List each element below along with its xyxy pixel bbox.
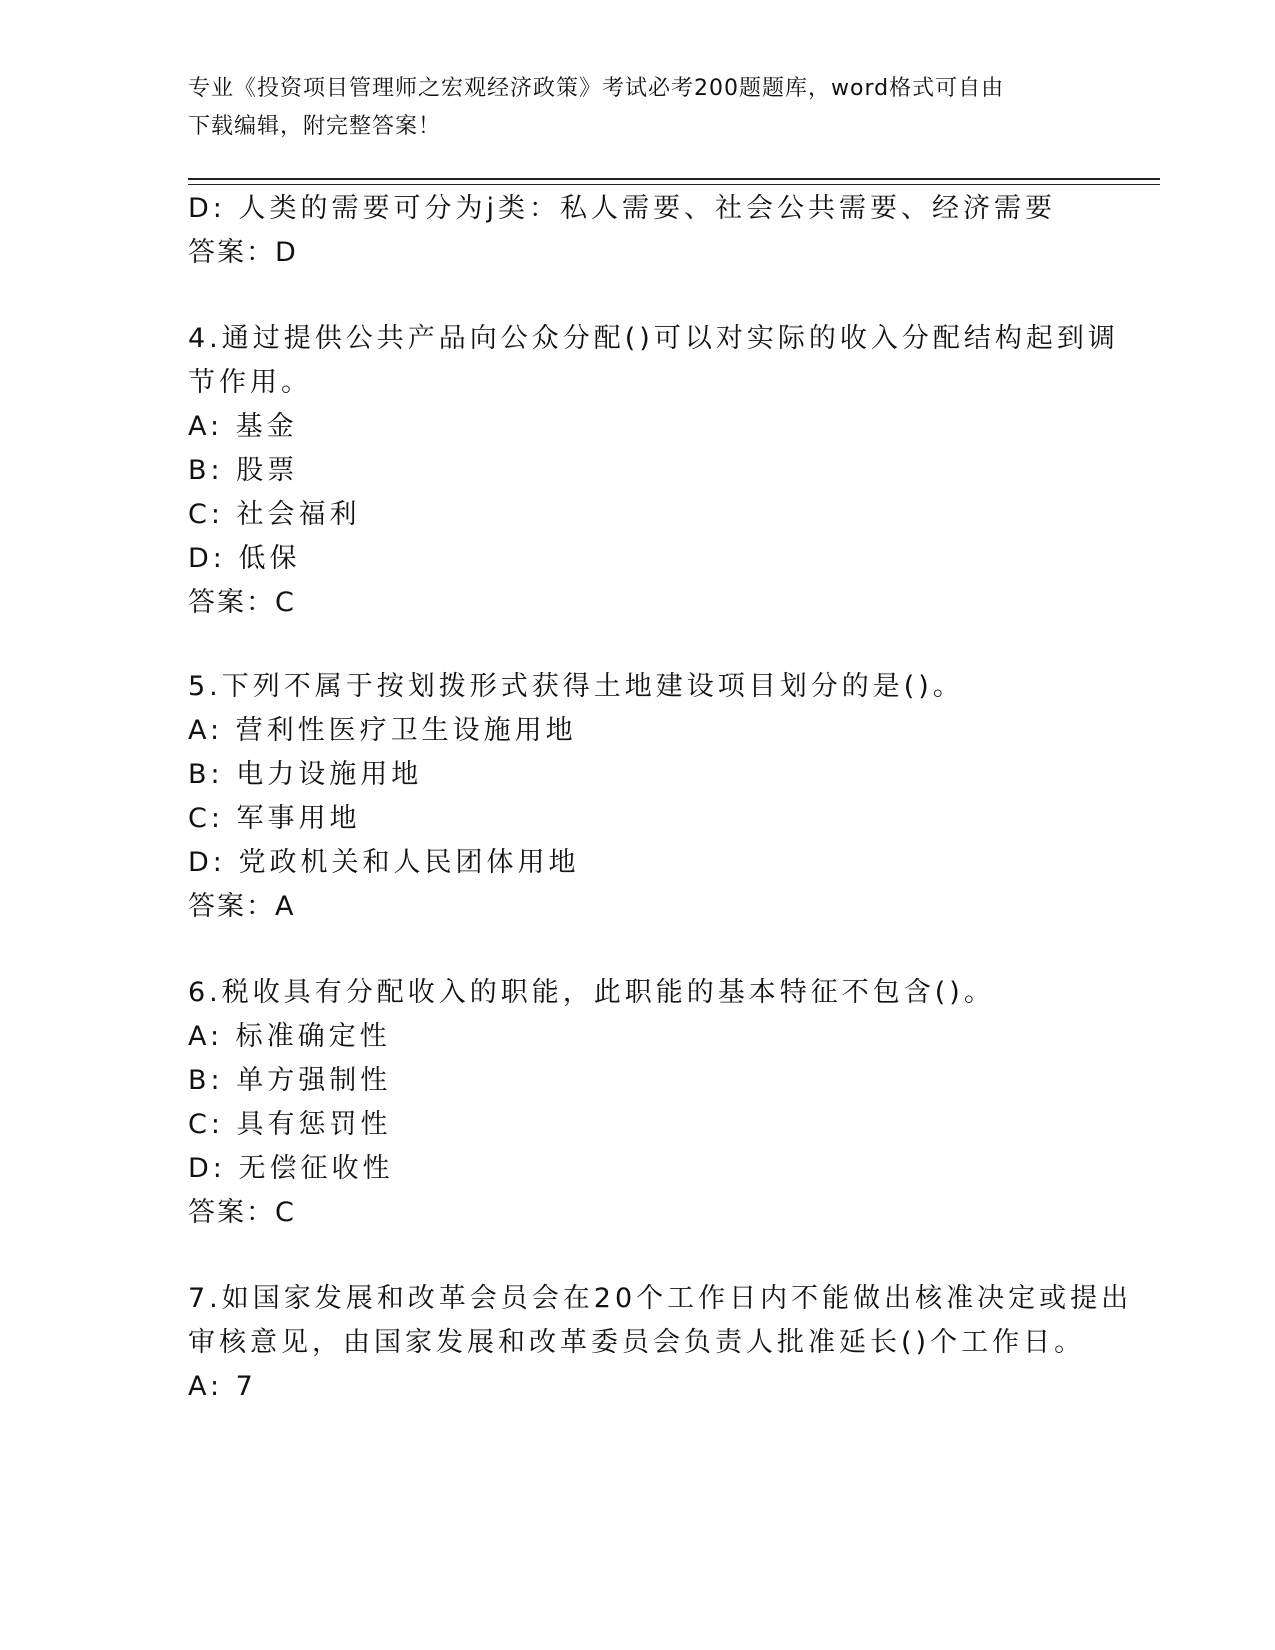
header-line-2: 下载编辑，附完整答案！	[188, 114, 442, 139]
q6-option-a: A: 标准确定性	[188, 1021, 391, 1052]
q4-option-c: C: 社会福利	[188, 499, 361, 530]
q4-stem-line-1: 4.通过提供公共产品向公众分配()可以对实际的收入分配结构起到调	[188, 323, 1119, 354]
q5-option-b: B: 电力设施用地	[188, 759, 423, 790]
q6-option-c: C: 具有惩罚性	[188, 1109, 392, 1140]
q6-option-d: D: 无偿征收性	[188, 1153, 394, 1184]
q6-answer: 答案：C	[188, 1197, 296, 1228]
q7-stem-line-2: 审核意见，由国家发展和改革委员会负责人批准延长()个工作日。	[188, 1327, 1086, 1358]
q5-option-c: C: 军事用地	[188, 803, 361, 834]
q6-stem-line-1: 6.税收具有分配收入的职能，此职能的基本特征不包含()。	[188, 977, 995, 1008]
q3-answer: 答案：D	[188, 237, 298, 268]
q4-answer: 答案：C	[188, 587, 296, 618]
q4-stem-line-2: 节作用。	[188, 367, 312, 398]
document-header	[188, 70, 1088, 146]
q5-stem-line-1: 5.下列不属于按划拨形式获得土地建设项目划分的是()。	[188, 671, 964, 702]
header-line-1: 专业《投资项目管理师之宏观经济政策》考试必考200题题库，word格式可自由	[188, 76, 1005, 101]
q4-option-b: B: 股票	[188, 455, 299, 486]
q6-option-b: B: 单方强制性	[188, 1065, 392, 1096]
q4-option-a: A: 基金	[188, 411, 298, 442]
q7-option-a: A: 7	[188, 1371, 257, 1402]
header-divider-thin	[188, 184, 1160, 185]
header-divider-thick	[188, 178, 1160, 180]
q3-option-d: D: 人类的需要可分为j类：私人需要、社会公共需要、经济需要	[188, 193, 1056, 224]
q4-option-d: D: 低保	[188, 543, 301, 574]
q5-option-d: D: 党政机关和人民团体用地	[188, 847, 580, 878]
q7-stem-line-1: 7.如国家发展和改革会员会在20个工作日内不能做出核准决定或提出	[188, 1283, 1133, 1314]
q5-option-a: A: 营利性医疗卫生设施用地	[188, 715, 577, 746]
q5-answer: 答案：A	[188, 891, 296, 922]
